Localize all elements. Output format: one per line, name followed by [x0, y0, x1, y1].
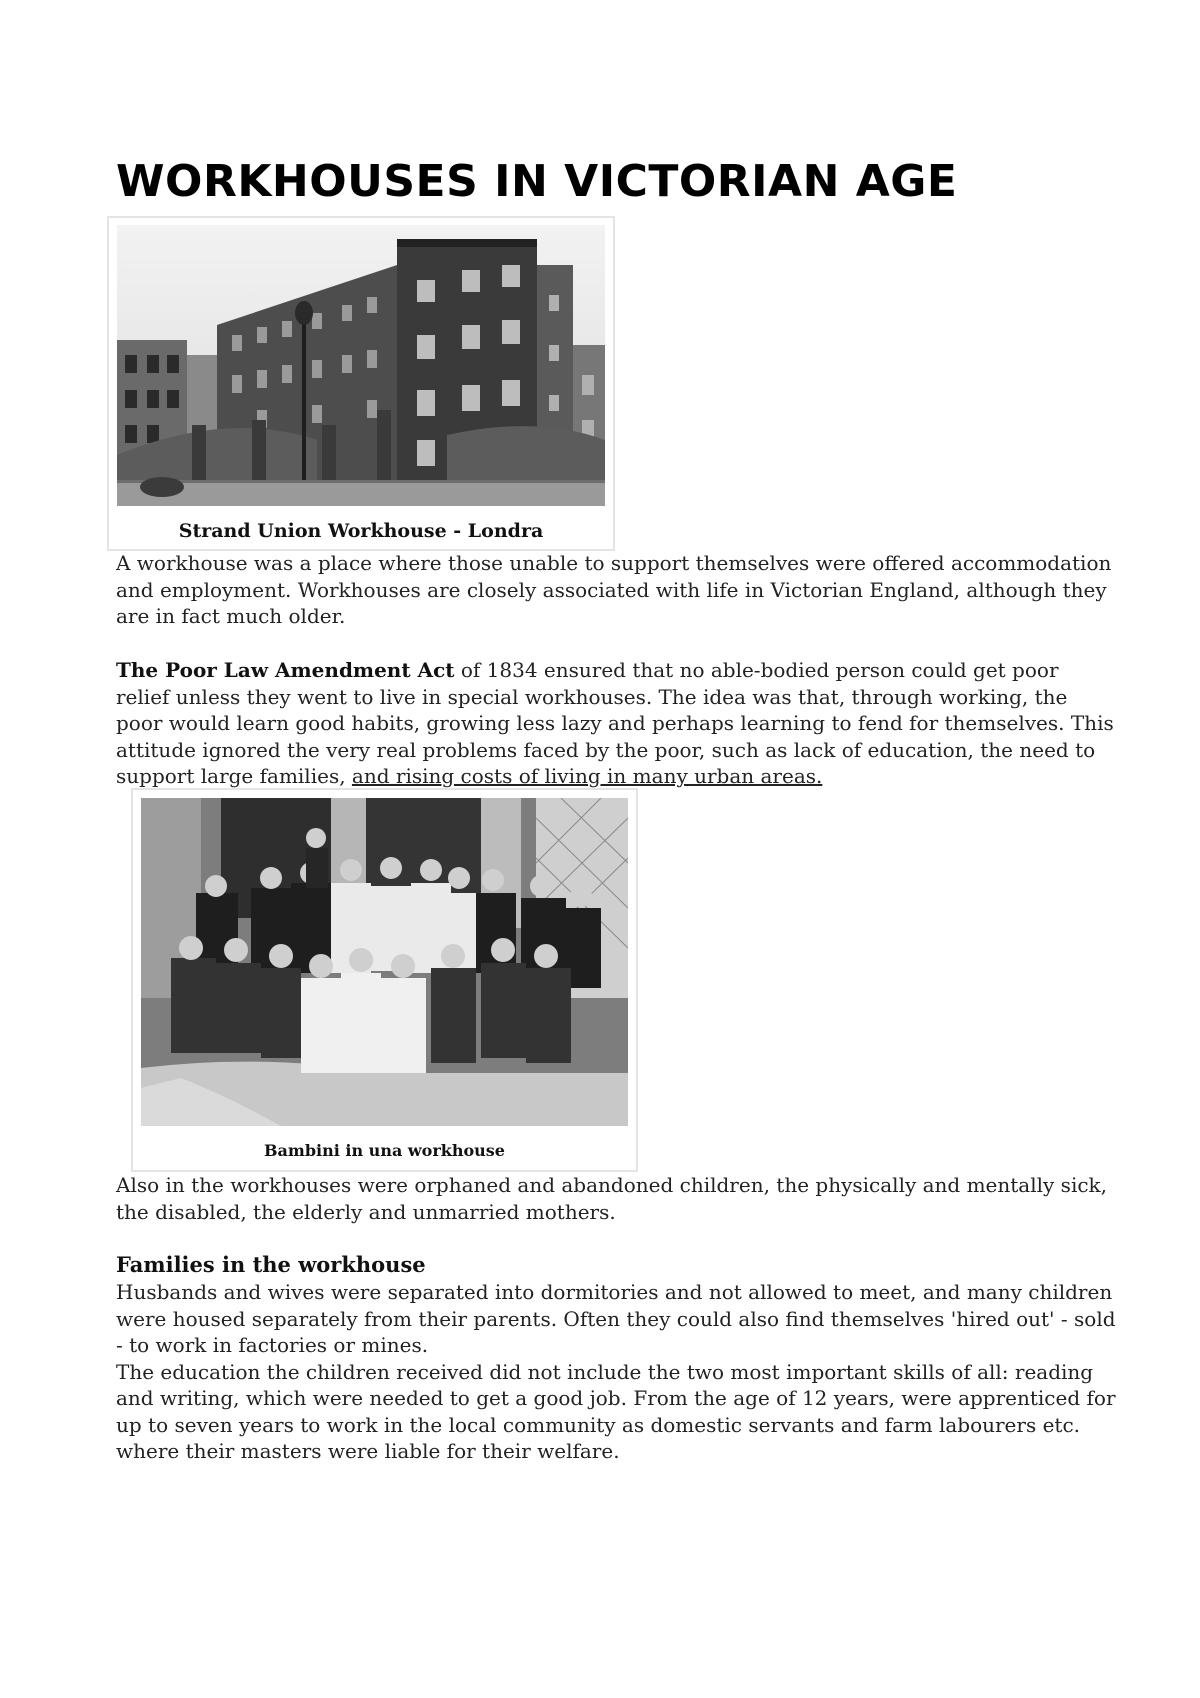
workhouse-building-image	[117, 225, 605, 506]
section-families-body	[116, 1279, 1116, 1465]
poor-law-act-lead: The Poor Law Amendment Act	[116, 658, 455, 682]
paragraph-intro: A workhouse was a place where those unable to support themselves were offered accommodation and employment. Workhouses are closely associated with life in Victorian England, although they are in fact much older.	[116, 551, 1112, 628]
page-title: WORKHOUSES IN VICTORIAN AGE	[116, 156, 958, 207]
figure-caption-children: Bambini in una workhouse	[264, 1141, 505, 1160]
photo-children	[141, 798, 628, 1126]
paragraph-families-separation: Husbands and wives were separated into dormitories and not allowed to meet, and many children were housed separately from their parents. Often they could also find themselves 'hired out' - sold - to work in factories or mines.	[116, 1280, 1116, 1357]
children-group-image	[141, 798, 628, 1126]
photo-workhouse-building	[117, 225, 605, 506]
paragraph-inmates: Also in the workhouses were orphaned and abandoned children, the physically and mentally sick, the disabled, the elderly and unmarried mothers.	[116, 1173, 1108, 1224]
paragraph-poor-law	[116, 657, 1116, 790]
figure-workhouse-building	[107, 216, 615, 551]
poor-law-text: of 1834 ensured that no able-bodied person could get poor relief unless they went to live in special workhouses. The idea was that, through working, the poor would learn good habits, growing less lazy and perhaps learning to fend for themselves. This attitude ignored the very real problems faced by the poor, such as lack of education, the need to support large families,	[116, 658, 1114, 788]
section-heading-families: Families in the workhouse	[116, 1252, 426, 1277]
figure-children	[131, 788, 638, 1172]
poor-law-underlined-text: and rising costs of living in many urban areas.	[351, 764, 823, 788]
figure-caption-workhouse: Strand Union Workhouse - Londra	[178, 520, 544, 542]
paragraph-families-education: The education the children received did not include the two most important skills of all: reading and writing, which were needed to get a good job. From the age of 12 years, were apprenticed for up to seven years to work in the local community as domestic servants and farm labourers etc. where their masters were liable for their welfare.	[116, 1359, 1116, 1463]
